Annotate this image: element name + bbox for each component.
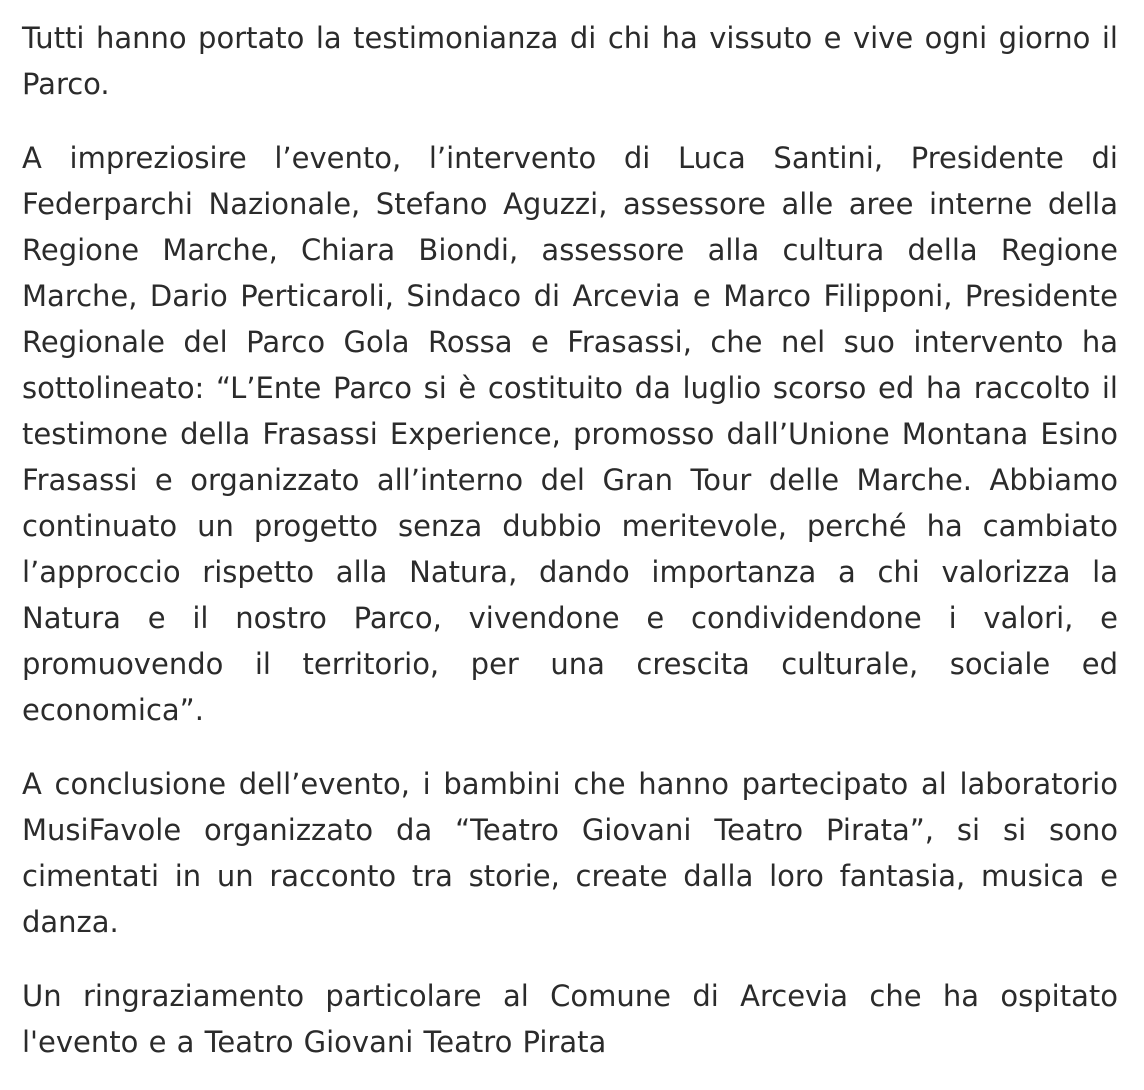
paragraph-thanks: Un ringraziamento particolare al Comune di Arcevia che ha ospitato l'evento e a Teatro Giovani Teatro Pirata: [22, 979, 1118, 1059]
paragraph-conclusion: A conclusione dell’evento, i bambini che hanno partecipato al laboratorio MusiFavole organizzato da “Teatro Giovani Teatro Pirata”, si si sono cimentati in un racconto tra storie, create dalla loro fantasia, musica e danza.: [22, 767, 1118, 939]
paragraph-testimony: Tutti hanno portato la testimonianza di chi ha vissuto e vive ogni giorno il Parco.: [22, 21, 1118, 101]
article-body: [22, 15, 1118, 1065]
paragraph-speakers: A impreziosire l’evento, l’intervento di Luca Santini, Presidente di Federparchi Nazionale, Stefano Aguzzi, assessore alle aree interne della Regione Marche, Chiara Biondi, assessore alla cultura della Regione Marche, Dario Perticaroli, Sindaco di Arcevia e Marco Filipponi, Presidente Regionale del Parco Gola Rossa e Frasassi, che nel suo intervento ha sottolineato: “L’Ente Parco si è costituito da luglio scorso ed ha raccolto il testimone della Frasassi Experience, promosso dall’Unione Montana Esino Frasassi e organizzato all’interno del Gran Tour delle Marche. Abbiamo continuato un progetto senza dubbio meritevole, perché ha cambiato l’approccio rispetto alla Natura, dando importanza a chi valorizza la Natura e il nostro Parco, vivendone e condividendone i valori, e promuovendo il territorio, per una crescita culturale, sociale ed economica”.: [22, 141, 1118, 727]
